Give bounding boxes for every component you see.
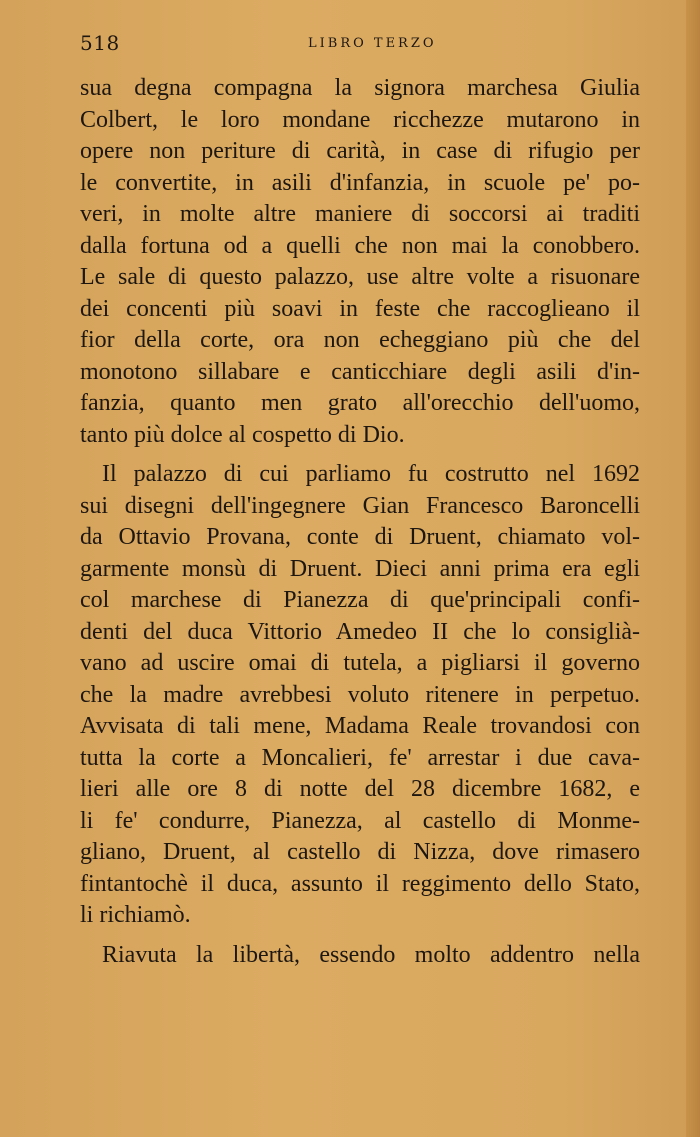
text-line: vano ad uscire omai di tutela, a pigliarsi il governo [80,650,640,676]
text-line: che la madre avrebbesi voluto ritenere in perpetuo. [80,681,640,708]
text-line: col marchese di Pianezza di que'principali confi- [80,587,640,613]
text-line: Avvisata di tali mene, Madama Reale trovandosi con [80,713,640,739]
text-line: dei concenti più soavi in feste che raccoglieano il [80,295,640,322]
text-line: fior della corte, ora non echeggiano più che del [80,327,640,353]
text-line: sua degna compagna la signora marchesa Giulia [80,75,640,101]
text-line: opere non periture di carità, in case di rifugio per [80,138,640,164]
text-line: lieri alle ore 8 di notte del 28 dicembre 1682, e [80,776,640,802]
paragraph [80,940,640,972]
text-line: garmente monsù di Druent. Dieci anni prima era egli [80,555,640,582]
text-line: Il palazzo di cui parliamo fu costrutto nel 1692 [102,461,640,487]
text-line: tutta la corte a Moncalieri, fe' arrestar i due cava- [80,744,640,771]
paragraph [80,459,640,932]
text-line: le convertite, in asili d'infanzia, in scuole pe' po- [80,169,640,196]
text-line: fanzia, quanto men grato all'orecchio dell'uomo, [80,390,640,416]
text-line: sui disegni dell'ingegnere Gian Francesco Baroncelli [80,492,640,519]
text-line: Colbert, le loro mondane ricchezze mutarono in [80,106,640,133]
text-line: li fe' condurre, Pianezza, al castello di Monme- [80,807,640,834]
running-head [80,31,640,55]
page-number: 518 [80,31,120,55]
text-line: denti del duca Vittorio Amedeo II che lo consiglià- [80,618,640,645]
text-line: li richiamò. [80,902,191,928]
text-line: fintantochè il duca, assunto il reggimento dello Stato, [80,870,640,897]
page-edge [686,0,700,1137]
text-line: tanto più dolce al cospetto di Dio. [80,421,405,448]
text-line: monotono sillabare e canticchiare degli asili d'in- [80,358,640,385]
section-title: LIBRO TERZO [308,36,437,51]
text-line: Riavuta la libertà, essendo molto addentro nella [102,941,640,968]
paragraph [80,73,640,451]
text-line: dalla fortuna od a quelli che non mai la conobbero. [80,232,640,259]
body-text [80,73,640,971]
text-line: Le sale di questo palazzo, use altre volte a risuonare [80,264,640,290]
text-line: da Ottavio Provana, conte di Druent, chiamato vol- [80,524,640,550]
text-line: veri, in molte altre maniere di soccorsi ai traditi [80,201,640,227]
text-line: gliano, Druent, al castello di Nizza, dove rimasero [80,839,640,865]
